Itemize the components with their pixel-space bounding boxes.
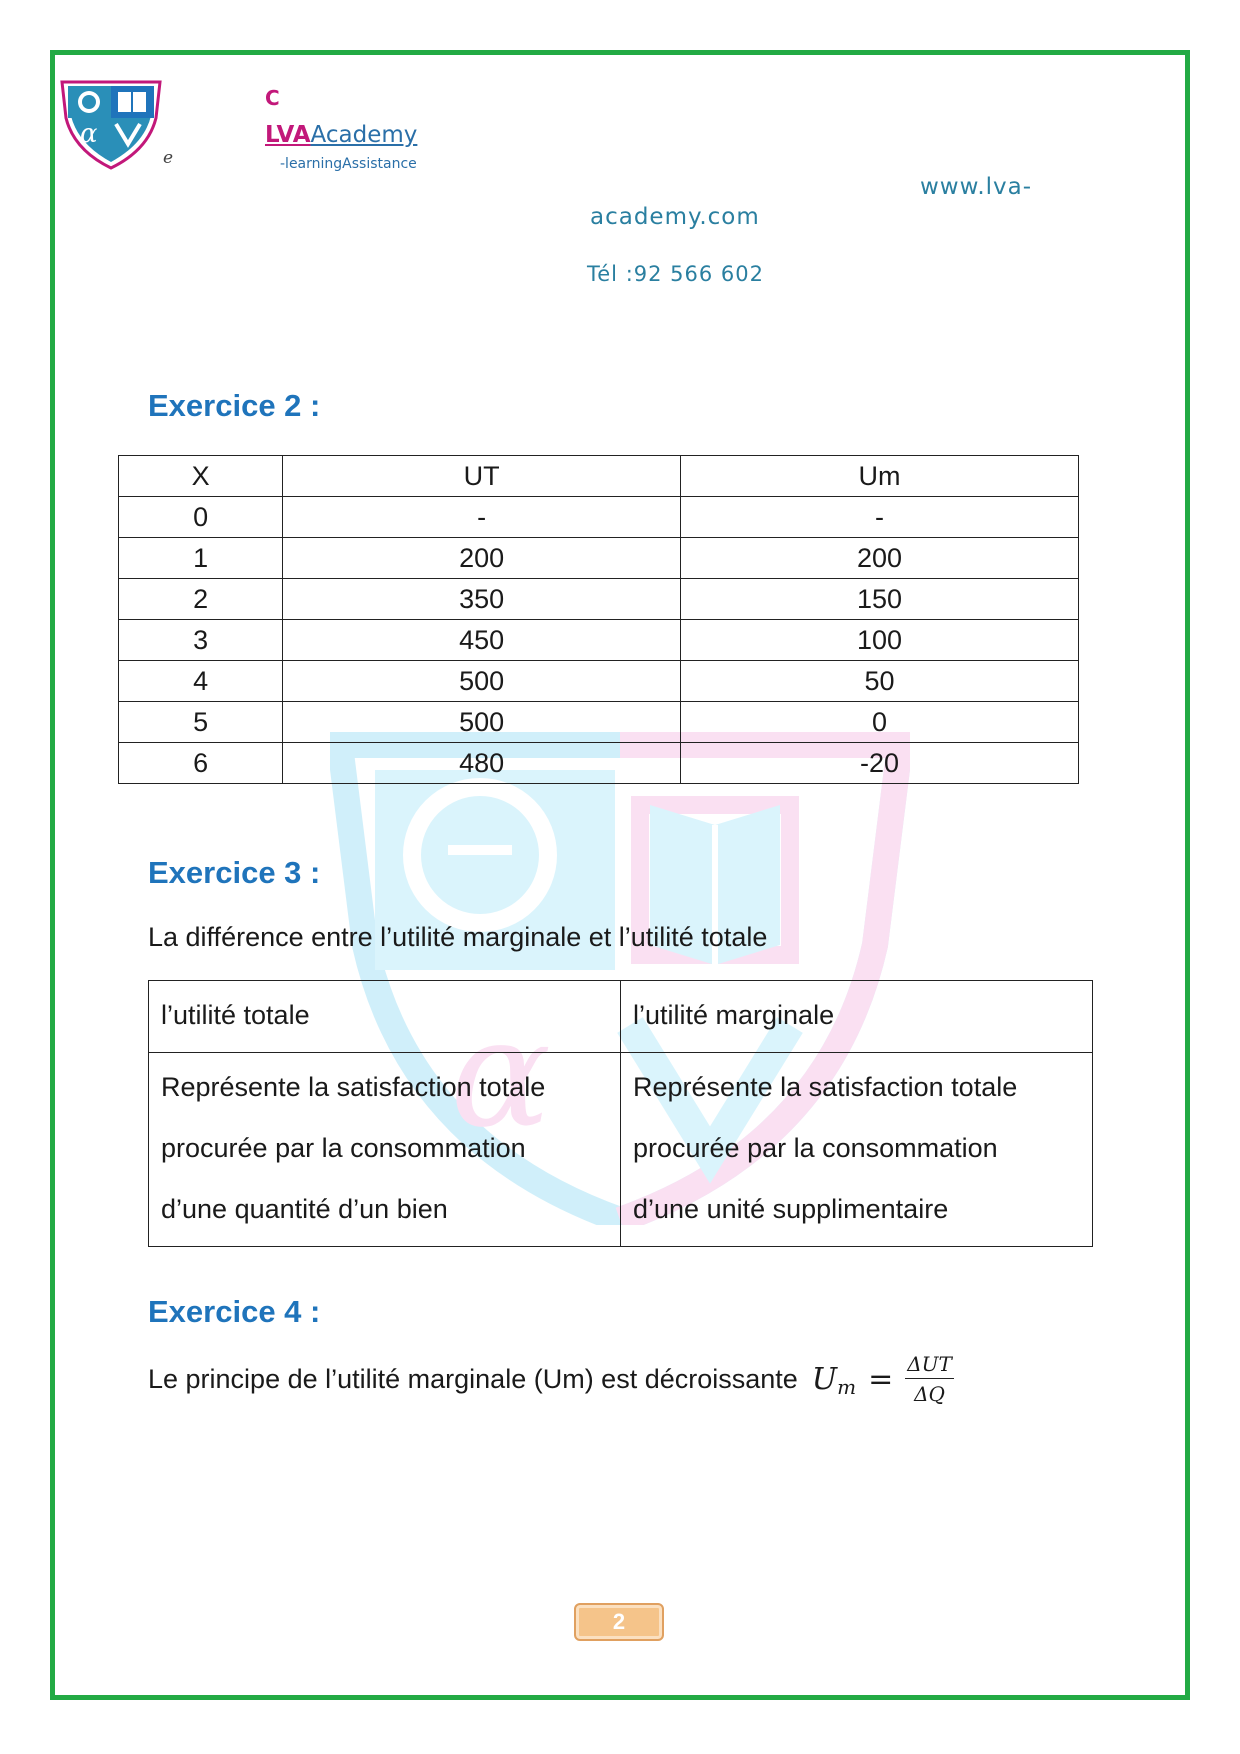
page-number: 2 bbox=[612, 1609, 626, 1634]
formula-denominator: ΔQ bbox=[914, 1382, 945, 1406]
definition-line: Représente la satisfaction totale bbox=[633, 1072, 1018, 1102]
definition-line: d’une unité supplimentaire bbox=[633, 1194, 949, 1224]
table-cell: 450 bbox=[283, 620, 681, 661]
column-header-ut: UT bbox=[283, 456, 681, 497]
brand-lva: LVA bbox=[265, 122, 311, 148]
column-header-utilite-totale: l’utilité totale bbox=[149, 981, 621, 1053]
column-header-x: X bbox=[119, 456, 283, 497]
brand-academy: Academy bbox=[310, 122, 418, 148]
exercice-4-statement bbox=[148, 1352, 954, 1406]
phone-number: Tél :92 566 602 bbox=[587, 262, 765, 286]
table-cell: 350 bbox=[283, 579, 681, 620]
brand-tagline: -learningAssistance bbox=[280, 156, 417, 172]
exercice-4-text: Le principe de l’utilité marginale (Um) est décroissante bbox=[148, 1363, 798, 1394]
definition-line: procurée par la consommation bbox=[633, 1133, 998, 1163]
lva-academy-logo bbox=[58, 78, 164, 170]
definition-line: Représente la satisfaction totale bbox=[161, 1072, 546, 1102]
formula-lhs: U bbox=[811, 1361, 838, 1397]
brand-name[interactable] bbox=[265, 122, 417, 148]
table-cell: 5 bbox=[119, 702, 283, 743]
table-cell: 6 bbox=[119, 743, 283, 784]
svg-text:α: α bbox=[450, 987, 552, 1161]
table-cell: - bbox=[283, 497, 681, 538]
formula-lhs-subscript: m bbox=[837, 1375, 857, 1399]
table-cell: -20 bbox=[681, 743, 1079, 784]
table-cell: 50 bbox=[681, 661, 1079, 702]
table-cell: 480 bbox=[283, 743, 681, 784]
table-cell: 200 bbox=[681, 538, 1079, 579]
table-row bbox=[149, 1053, 1093, 1247]
table-cell: 500 bbox=[283, 661, 681, 702]
website-line-1[interactable]: www.lva- bbox=[920, 174, 1033, 200]
table-cell: 100 bbox=[681, 620, 1079, 661]
exercice-2-heading: Exercice 2 : bbox=[148, 388, 321, 423]
table-cell: 1 bbox=[119, 538, 283, 579]
definition-line: procurée par la consommation bbox=[161, 1133, 526, 1163]
table-header-row bbox=[149, 981, 1093, 1053]
table-cell: 500 bbox=[283, 702, 681, 743]
comparison-table bbox=[148, 980, 1093, 1247]
table-row bbox=[119, 497, 1079, 538]
table-row bbox=[119, 743, 1079, 784]
table-cell: 0 bbox=[681, 702, 1079, 743]
table-row bbox=[119, 538, 1079, 579]
website-line-2[interactable]: academy.com bbox=[590, 204, 760, 230]
column-header-um: Um bbox=[681, 456, 1079, 497]
table-cell: 3 bbox=[119, 620, 283, 661]
marginal-utility-formula bbox=[812, 1352, 954, 1406]
formula-numerator: ΔUT bbox=[905, 1352, 954, 1379]
svg-text:α: α bbox=[80, 119, 98, 149]
table-row bbox=[119, 620, 1079, 661]
table-cell: 2 bbox=[119, 579, 283, 620]
definition-utilite-totale bbox=[149, 1053, 621, 1247]
exercice-4-heading: Exercice 4 : bbox=[148, 1294, 321, 1329]
formula-equals: = bbox=[868, 1361, 894, 1397]
table-cell: 4 bbox=[119, 661, 283, 702]
exercice-3-heading: Exercice 3 : bbox=[148, 855, 321, 890]
logo-e-letter: e bbox=[163, 148, 174, 168]
table-header-row bbox=[119, 456, 1079, 497]
definition-line: d’une quantité d’un bien bbox=[161, 1194, 448, 1224]
exercice-3-intro: La différence entre l’utilité marginale et l’utilité totale bbox=[148, 922, 768, 952]
definition-utilite-marginale bbox=[621, 1053, 1093, 1247]
page-number-badge bbox=[574, 1603, 664, 1641]
table-row bbox=[119, 661, 1079, 702]
table-cell: 0 bbox=[119, 497, 283, 538]
utility-table bbox=[118, 455, 1079, 784]
formula-fraction bbox=[905, 1352, 954, 1406]
table-cell: 150 bbox=[681, 579, 1079, 620]
column-header-utilite-marginale: l’utilité marginale bbox=[621, 981, 1093, 1053]
table-cell: - bbox=[681, 497, 1079, 538]
brand-letter-c: C bbox=[265, 86, 280, 110]
table-row bbox=[119, 702, 1079, 743]
table-cell: 200 bbox=[283, 538, 681, 579]
table-row bbox=[119, 579, 1079, 620]
